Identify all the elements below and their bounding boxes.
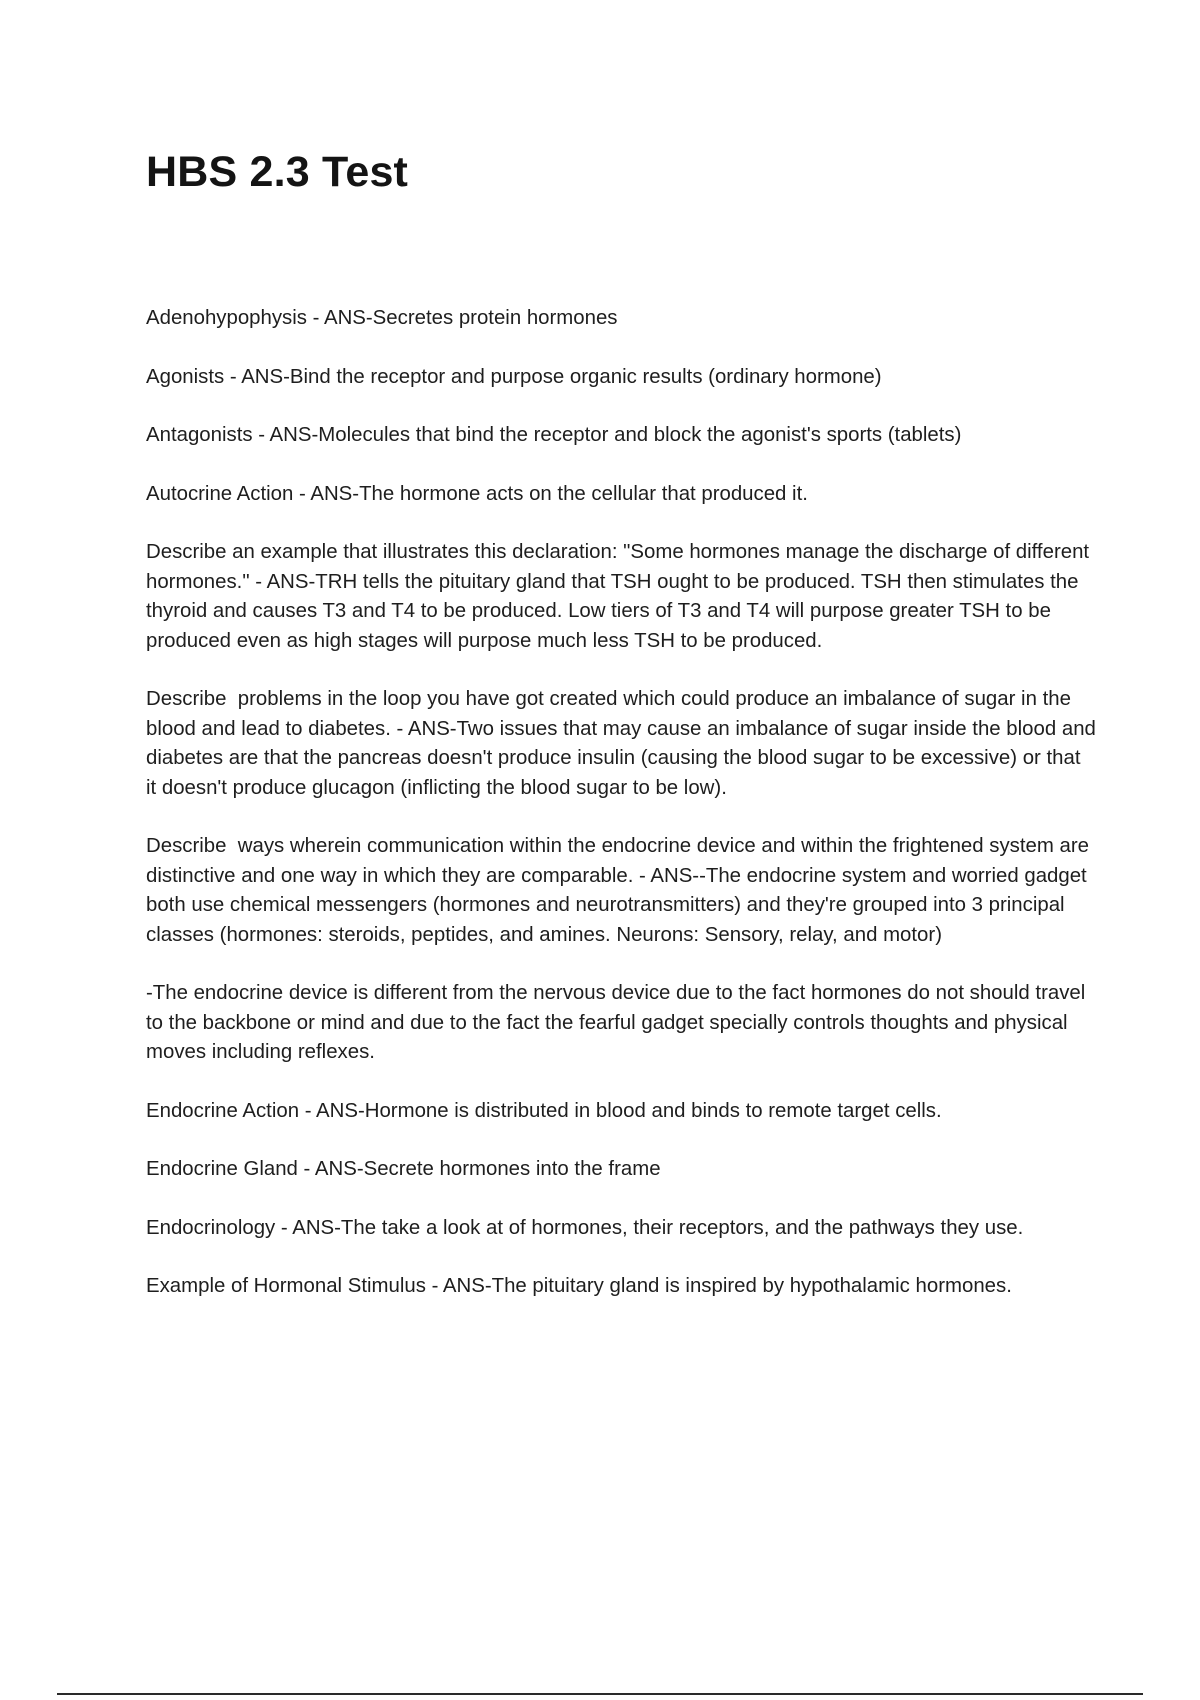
entry-autocrine-action: Autocrine Action - ANS-The hormone acts on the cellular that produced it. xyxy=(146,482,808,505)
entry-antagonists: Antagonists - ANS-Molecules that bind the receptor and block the agonist's sports (tablets) xyxy=(146,424,962,446)
entry-agonists: Agonists - ANS-Bind the receptor and purpose organic results (ordinary hormone) xyxy=(146,365,882,388)
entry-hormonal-stimulus: Example of Hormonal Stimulus - ANS-The pituitary gland is inspired by hypothalamic hormones. xyxy=(146,1275,1012,1297)
entry-endocrine-vs-nervous-difference: -The endocrine device is different from the nervous device due to the fact hormones do not should travel to the backbone or mind and due to the fact the fearful gadget specially controls thoughts and physical moves including reflexes. xyxy=(146,982,1091,1063)
entry-adenohypophysis: Adenohypophysis - ANS-Secretes protein hormones xyxy=(146,307,618,329)
entry-endocrinology: Endocrinology - ANS-The take a look at of hormones, their receptors, and the pathways they use. xyxy=(146,1216,1024,1239)
entry-endocrine-action: Endocrine Action - ANS-Hormone is distributed in blood and binds to remote target cells. xyxy=(146,1099,942,1122)
entry-endocrine-vs-nervous: Describe ways wherein communication within the endocrine device and within the frightened system are distinctive and one way in which they are comparable. - ANS--The endocrine system and worried gadget both use chemical messengers (hormones and neurotransmitters) and they're grouped into 3 principal classes (hormones: steroids, peptides, and amines. Neurons: Sensory, relay, and motor) xyxy=(146,835,1095,946)
entry-endocrine-gland: Endocrine Gland - ANS-Secrete hormones into the frame xyxy=(146,1158,661,1180)
page-bottom-divider xyxy=(57,1693,1143,1695)
flashcard-list xyxy=(146,304,1102,1331)
page-title: HBS 2.3 Test xyxy=(146,148,409,196)
entry-hormone-regulation-example: Describe an example that illustrates this declaration: "Some hormones manage the discharge of different hormones." - ANS-TRH tells the pituitary gland that TSH ought to be produced. TSH then stimulates the thyroid and causes T3 and T4 to be produced. Low tiers of T3 and T4 will purpose greater TSH to be produced even as high stages will purpose much less TSH to be produced. xyxy=(146,541,1095,652)
entry-diabetes-loop-problems: Describe problems in the loop you have got created which could produce an imbalance of sugar in the blood and lead to diabetes. - ANS-Two issues that may cause an imbalance of sugar inside the blood and diabetes are that the pancreas doesn't produce insulin (causing the blood sugar to be excessive) or that it doesn't produce glucagon (inflicting the blood sugar to be low). xyxy=(146,688,1102,799)
